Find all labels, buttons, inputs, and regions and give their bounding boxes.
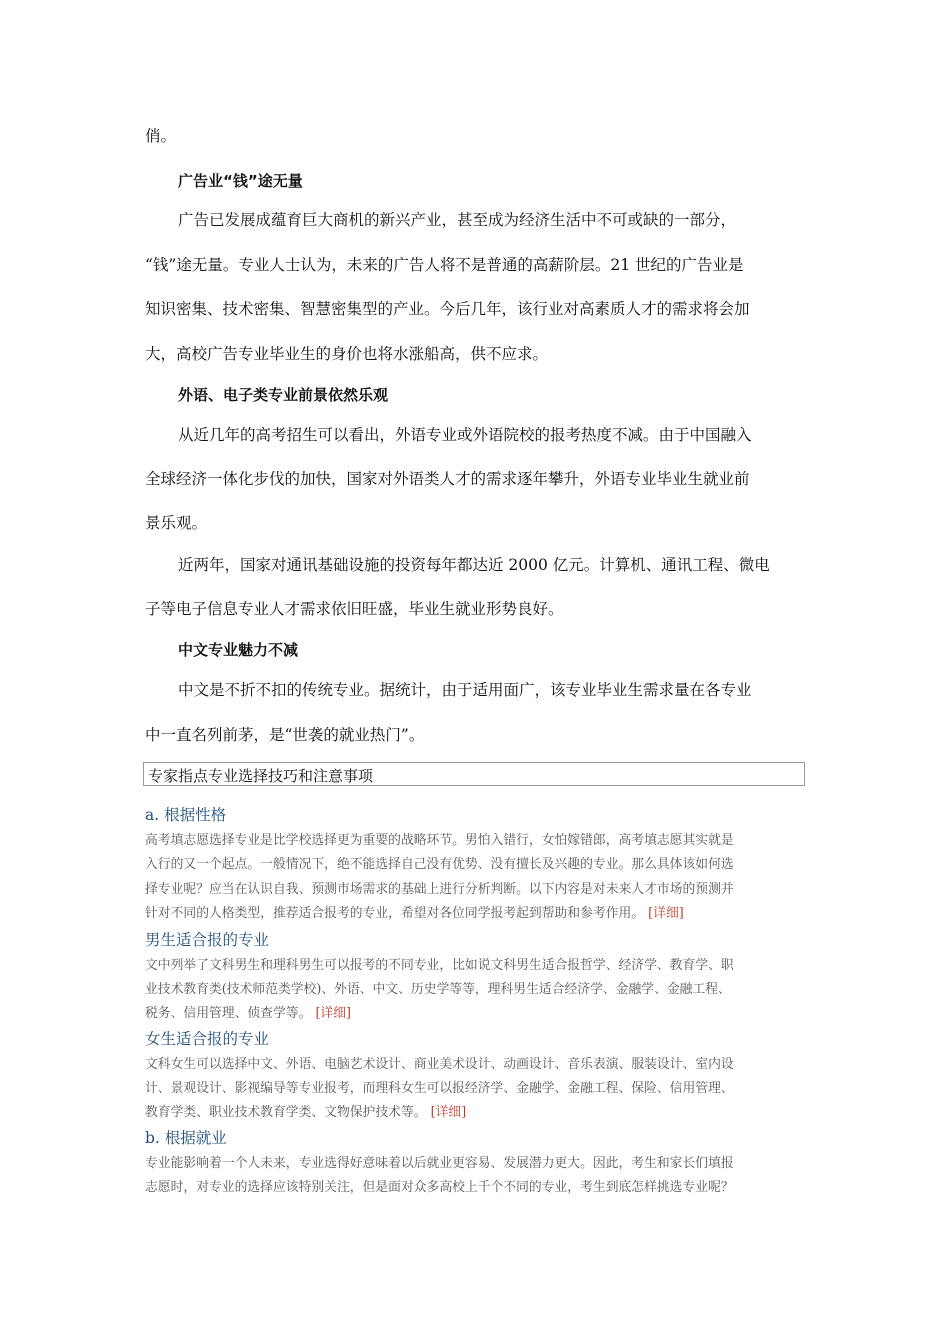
expert-tips-box <box>143 762 805 786</box>
section-text-line: 入行的又一个起点。一般情况下，绝不能选择自己没有优势、没有擅长及兴趣的专业。那么具体该如何选 <box>145 857 734 872</box>
section-text: 税务、信用管理、侦查学等。 <box>145 1006 312 1021</box>
section-title-female[interactable]: 女生适合报的专业 <box>145 1030 270 1048</box>
section-text-line: 志愿时，对专业的选择应该特别关注，但是面对众多高校上千个不同的专业，考生到底怎样挑选专业呢？ <box>145 1180 734 1195</box>
section-text-line <box>145 1002 351 1021</box>
paragraph-line: 知识密集、技术密集、智慧密集型的产业。今后几年，该行业对高素质人才的需求将会加 <box>145 300 750 318</box>
section-heading-foreign-language: 外语、电子类专业前景依然乐观 <box>178 386 389 404</box>
section-text-line: 专业能影响着一个人未来，专业选得好意味着以后就业更容易、发展潜力更大。因此，考生和家长们填报 <box>145 1156 734 1171</box>
section-text-line: 择专业呢？应当在认识自我、预测市场需求的基础上进行分析判断。以下内容是对未来人才市场的预测并 <box>145 882 734 897</box>
paragraph-line: 中文是不折不扣的传统专业。据统计，由于适用面广，该专业毕业生需求量在各专业 <box>178 681 752 699</box>
paragraph-line: 景乐观。 <box>145 514 208 532</box>
detail-link[interactable]: [详细] <box>315 1006 352 1021</box>
section-text-line: 文中列举了文科男生和理科男生可以报考的不同专业，比如说文科男生适合报哲学、经济学、教育学、职 <box>145 958 734 973</box>
section-title-male[interactable]: 男生适合报的专业 <box>145 931 270 949</box>
section-text: 针对不同的人格类型，推荐适合报考的专业，希望对各位同学报考起到帮助和参考作用。 <box>145 906 645 921</box>
section-text-line: 文科女生可以选择中文、外语、电脑艺术设计、商业美术设计、动画设计、音乐表演、服装设计、室内设 <box>145 1057 734 1072</box>
paragraph-line: 中一直名列前茅，是“世袭的就业热门”。 <box>145 726 425 744</box>
section-heading-advertising: 广告业“钱”途无量 <box>178 172 303 190</box>
section-heading-chinese: 中文专业魅力不减 <box>178 641 299 659</box>
paragraph-line: 俏。 <box>145 127 177 145</box>
detail-link[interactable]: [详细] <box>648 906 684 921</box>
section-text-line: 高考填志愿选择专业是比学校选择更为重要的战略环节。男怕入错行，女怕嫁错郎，高考填志愿其实就是 <box>145 833 734 848</box>
expert-tips-title: 专家指点专业选择技巧和注意事项 <box>148 767 374 785</box>
paragraph-line: 广告已发展成蕴育巨大商机的新兴产业，甚至成为经济生活中不可或缺的一部分， <box>178 211 737 229</box>
paragraph-line: 全球经济一体化步伐的加快，国家对外语类人才的需求逐年攀升，外语专业毕业生就业前 <box>145 470 750 488</box>
paragraph-line: 近两年，国家对通讯基础设施的投资每年都达近 2000 亿元。计算机、通讯工程、微电 <box>178 556 770 574</box>
paragraph-line: 子等电子信息专业人才需求依旧旺盛，毕业生就业形势良好。 <box>145 600 564 618</box>
detail-link[interactable]: [详细] <box>430 1105 467 1120</box>
section-text-line <box>145 1101 466 1120</box>
section-title-personality[interactable]: a. 根据性格 <box>145 806 227 824</box>
section-text-line: 计、景观设计、影视编导等专业报考，而理科女生可以报经济学、金融学、金融工程、保险、信用管理、 <box>145 1081 734 1096</box>
paragraph-line: 大，高校广告专业毕业生的身价也将水涨船高，供不应求。 <box>145 345 549 363</box>
section-title-employment[interactable]: b. 根据就业 <box>145 1129 227 1147</box>
section-text-line <box>145 902 684 921</box>
section-text: 教育学类、职业技术教育学类、文物保护技术等。 <box>145 1105 427 1120</box>
section-text-line: 业技术教育类(技术师范类学校)、外语、中文、历史学等等，理科男生适合经济学、金融学、金融工程、 <box>145 982 731 997</box>
paragraph-line: “钱”途无量。专业人士认为，未来的广告人将不是普通的高薪阶层。21 世纪的广告业是 <box>145 256 744 274</box>
paragraph-line: 从近几年的高考招生可以看出，外语专业或外语院校的报考热度不减。由于中国融入 <box>178 426 752 444</box>
